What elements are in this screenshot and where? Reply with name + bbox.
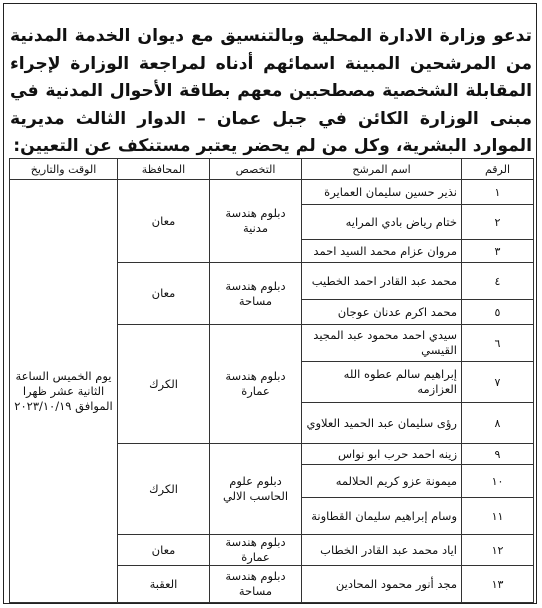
row-num: ٣ [462,240,534,263]
row-name: زينه احمد حرب ابو نواس [302,444,462,465]
row-name: رؤى سليمان عبد الحميد العلاوي [302,403,462,444]
row-num: ١٣ [462,566,534,603]
row-spec: دبلوم هندسة مساحة [210,263,302,325]
row-spec: دبلوم هندسة مساحة [210,566,302,603]
row-num: ٧ [462,362,534,403]
row-name: إبراهيم سالم عطوه الله العزازمه [302,362,462,403]
header-num: الرقم [462,159,534,180]
row-spec: دبلوم هندسة مدنية [210,180,302,263]
row-name: ختام رياض بادي المرايه [302,205,462,240]
row-name: اياد محمد عبد القادر الخطاب [302,535,462,566]
row-spec: دبلوم هندسة عمارة [210,535,302,566]
table-header-row [10,159,534,180]
notice-intro-text: تدعو وزارة الادارة المحلية وبالتنسيق مع ديوان الخدمة المدنية من المرشحين المبينة اسمائهم أدناه لمراجعة الوزارة لإجراء المقابلة الشخصية مصطحبين معهم بطاقة الأحوال المدنية في مبنى الوزارة الكائن في جبل عمان – الدوار الثالث مديرية الموارد البشرية، وكل من لم يحضر يعتبر مستنكف عن التعيين: [10,26,532,157]
row-num: ٩ [462,444,534,465]
row-name: ميمونة عزو كريم الحلالمه [302,465,462,498]
row-gov: الكرك [118,444,210,535]
row-num: ١٠ [462,465,534,498]
row-name: سيدي احمد محمود عبد المجيد القيسي [302,325,462,362]
row-num: ١١ [462,498,534,535]
header-time: الوقت والتاريخ [10,159,118,180]
row-num: ٢ [462,205,534,240]
row-name: وسام إبراهيم سليمان القطاونة [302,498,462,535]
row-gov: العقبة [118,566,210,603]
row-gov: معان [118,263,210,325]
row-num: ٤ [462,263,534,300]
row-name: مروان عزام محمد السيد احمد [302,240,462,263]
header-name: اسم المرشح [302,159,462,180]
table-row [10,180,534,205]
row-gov: معان [118,535,210,566]
row-num: ١ [462,180,534,205]
row-num: ٥ [462,300,534,325]
row-name: محمد اكرم عدنان عوجان [302,300,462,325]
row-gov: معان [118,180,210,263]
row-name: مجد أنور محمود المحادين [302,566,462,603]
row-num: ٦ [462,325,534,362]
candidates-table [9,158,534,603]
row-num: ١٢ [462,535,534,566]
header-spec: التخصص [210,159,302,180]
row-name: نذير حسين سليمان العمايرة [302,180,462,205]
row-gov: الكرك [118,325,210,444]
row-name: محمد عبد القادر احمد الخطيب [302,263,462,300]
row-spec: دبلوم هندسة عمارة [210,325,302,444]
header-gov: المحافظة [118,159,210,180]
interview-time: يوم الخميس الساعة الثانية عشر ظهرا الموافق ٢٠٢٣/١٠/١٩ [10,180,118,603]
row-spec: دبلوم علوم الحاسب الالي [210,444,302,535]
row-num: ٨ [462,403,534,444]
